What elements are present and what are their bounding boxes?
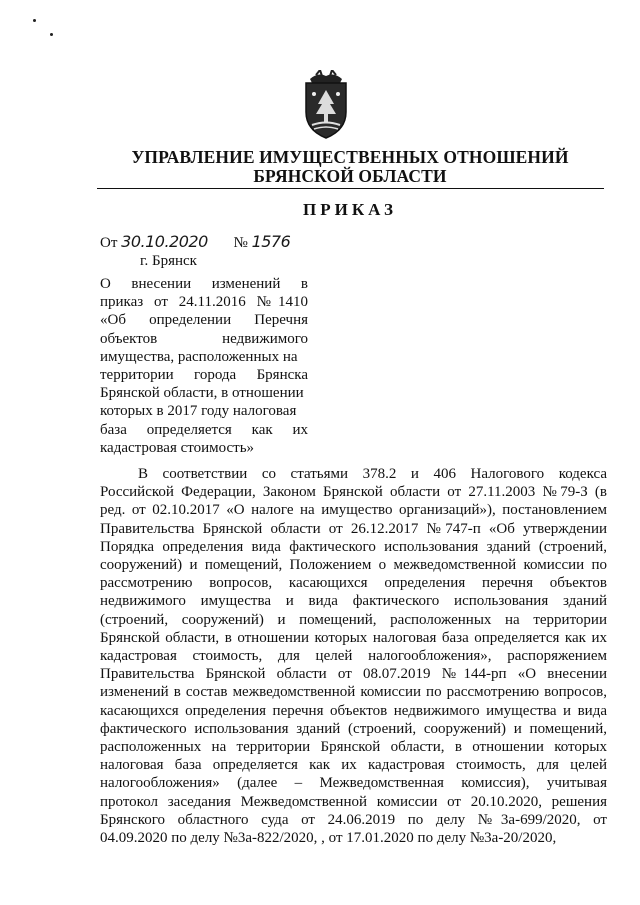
document-title: ПРИКАЗ <box>303 200 397 219</box>
body-line: Российской Федерации, Законом Брянской области от 27.11.2003 №79-З (в <box>100 484 607 501</box>
body-line: касающихся определения перечня объектов недвижимого имущества и вида <box>100 702 607 719</box>
body-line: Правительства Брянской области от 08.07.2019 №144-рп «О внесении <box>100 666 607 683</box>
body-line: 04.09.2020 по делу №3а-822/2020, , от 17.01.2020 по делу №3а-20/2020, <box>100 830 557 847</box>
subject-line: «Об определении Перечня <box>100 312 308 329</box>
city-name: г. Брянск <box>140 253 197 269</box>
date-number-line <box>100 230 290 255</box>
date-prefix: От <box>100 235 118 251</box>
handwritten-date: 30.10.2020 <box>121 232 208 251</box>
header-divider <box>97 188 604 189</box>
subject-line: территории города Брянска <box>100 367 308 384</box>
body-line: недвижимого имущества и вида фактического использования зданий <box>100 593 607 610</box>
subject-line: Брянской области, в отношении <box>100 385 304 402</box>
body-line: рассмотрению вопросов, касающихся определения перечня объектов <box>100 575 607 592</box>
organization-name <box>100 148 600 186</box>
order-subject <box>100 275 308 457</box>
handwritten-number: 1576 <box>251 232 291 251</box>
subject-line: объектов недвижимого <box>100 330 308 347</box>
body-line: ред. от 02.10.2017 «О налоге на имущество организаций»), постановлением <box>100 502 607 519</box>
subject-line: имущества, расположенных на <box>100 348 298 365</box>
subject-line: приказ от 24.11.2016 №1410 <box>100 294 308 311</box>
body-line: налоговая база определяется как их кадастровая стоимость, для целей <box>100 757 607 774</box>
bryansk-coat-of-arms-emblem <box>298 70 354 142</box>
order-body-text <box>100 465 607 847</box>
subject-line: кадастровая стоимость» <box>100 439 255 456</box>
subject-line: которых в 2017 году налоговая <box>100 403 297 420</box>
scan-speck <box>50 33 53 36</box>
body-line: Правительства Брянской области от 26.12.2017 №747-п «Об утверждении <box>100 520 607 537</box>
organization-name-line-2: БРЯНСКОЙ ОБЛАСТИ <box>253 166 447 186</box>
body-line: расположенных на территории Брянской области, в отношении которых <box>100 739 607 756</box>
scan-speck <box>33 19 36 22</box>
body-line: протокол заседания Межведомственной комиссии от 20.10.2020, решения <box>100 793 607 810</box>
body-line: фактического использования зданий (строений, сооружений) и помещений, <box>100 720 607 737</box>
body-line: В соответствии со статьями 378.2 и 406 Налогового кодекса <box>138 466 607 482</box>
body-line: изменений в состав межведомственной комиссии по рассмотрению вопросов, <box>100 684 607 701</box>
body-line: Брянского областного суда от 24.06.2019 по делу №3а-699/2020, от <box>100 811 607 828</box>
body-line: (строений, сооружений) и помещений, расположенных на территории <box>100 611 607 628</box>
body-line: сооружений) и помещений, Положением о межведомственной комиссии по <box>100 557 607 574</box>
number-label: № <box>233 235 248 251</box>
body-line: Порядка определения вида фактического использования зданий (строений, <box>100 538 607 555</box>
subject-line: база определяется как их <box>100 421 308 438</box>
subject-line: О внесении изменений в <box>100 276 308 292</box>
body-line: кадастровая стоимость, для целей налогообложения», распоряжением <box>100 648 607 665</box>
body-line: налогообложения» (далее – Межведомственная комиссия), учитывая <box>100 775 607 792</box>
organization-name-line-1: УПРАВЛЕНИЕ ИМУЩЕСТВЕННЫХ ОТНОШЕНИЙ <box>131 147 569 167</box>
body-line: Брянской области, в отношении которых налоговая база определяется как их <box>100 629 607 646</box>
